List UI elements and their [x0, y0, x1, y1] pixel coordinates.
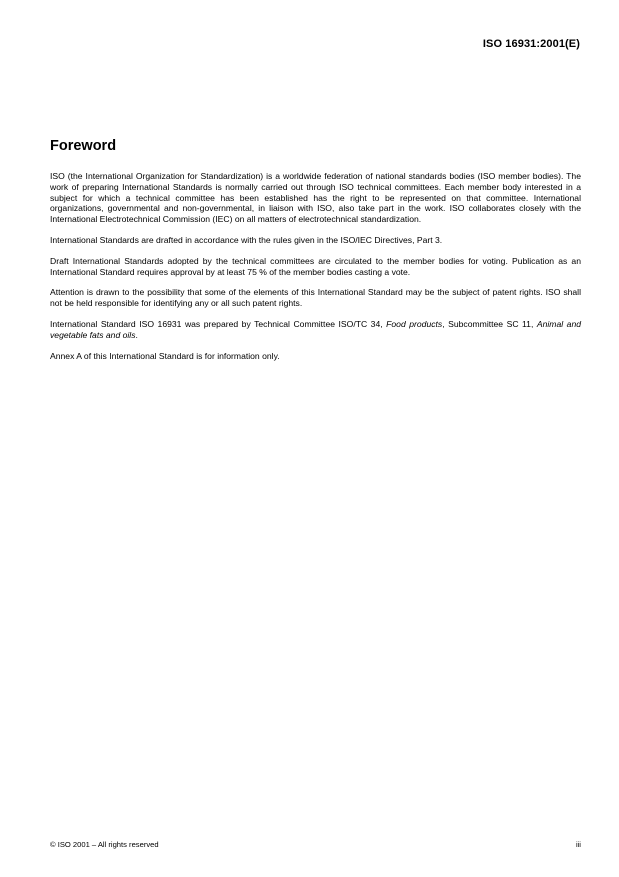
paragraph-committee: [50, 319, 581, 341]
paragraph-patent-rights: Attention is drawn to the possibility that some of the elements of this International Standard may be the subject of patent rights. ISO shall not be held responsible for identifying any or all such patent rights.: [50, 287, 581, 309]
committee-text-middle: , Subcommittee SC 11,: [442, 318, 537, 329]
paragraph-iso-description: ISO (the International Organization for Standardization) is a worldwide federation of national standards bodies (ISO member bodies). The work of preparing International Standards is normally carried out through ISO technical committees. Each member body interested in a subject for which a technical committee has been established has the right to be represented on that committee. International organizations, governmental and non-governmental, in liaison with ISO, also take part in the work. ISO collaborates closely with the International Electrotechnical Commission (IEC) on all matters of electrotechnical standardization.: [50, 171, 581, 225]
page-title: Foreword: [50, 138, 117, 154]
committee-name: Food products: [386, 318, 443, 329]
paragraph-voting: Draft International Standards adopted by the technical committees are circulated to the member bodies for voting. Publication as an International Standard requires approval by at least 75 % of the member bodies casting a vote.: [50, 255, 581, 277]
page-number: iii: [575, 840, 581, 849]
paragraph-annex: Annex A of this International Standard is for information only.: [50, 350, 280, 361]
document-id-header: ISO 16931:2001(E): [482, 38, 580, 50]
committee-text-after: .: [135, 329, 138, 340]
subcommittee-name: Animal and vegetable fats and oils: [50, 318, 581, 340]
committee-text-before: International Standard ISO 16931 was prepared by Technical Committee ISO/TC 34,: [50, 318, 387, 329]
paragraph-directives: International Standards are drafted in accordance with the rules given in the ISO/IEC Directives, Part 3.: [50, 234, 443, 245]
foreword-body: [50, 171, 581, 371]
copyright-notice: © ISO 2001 – All rights reserved: [50, 840, 159, 849]
